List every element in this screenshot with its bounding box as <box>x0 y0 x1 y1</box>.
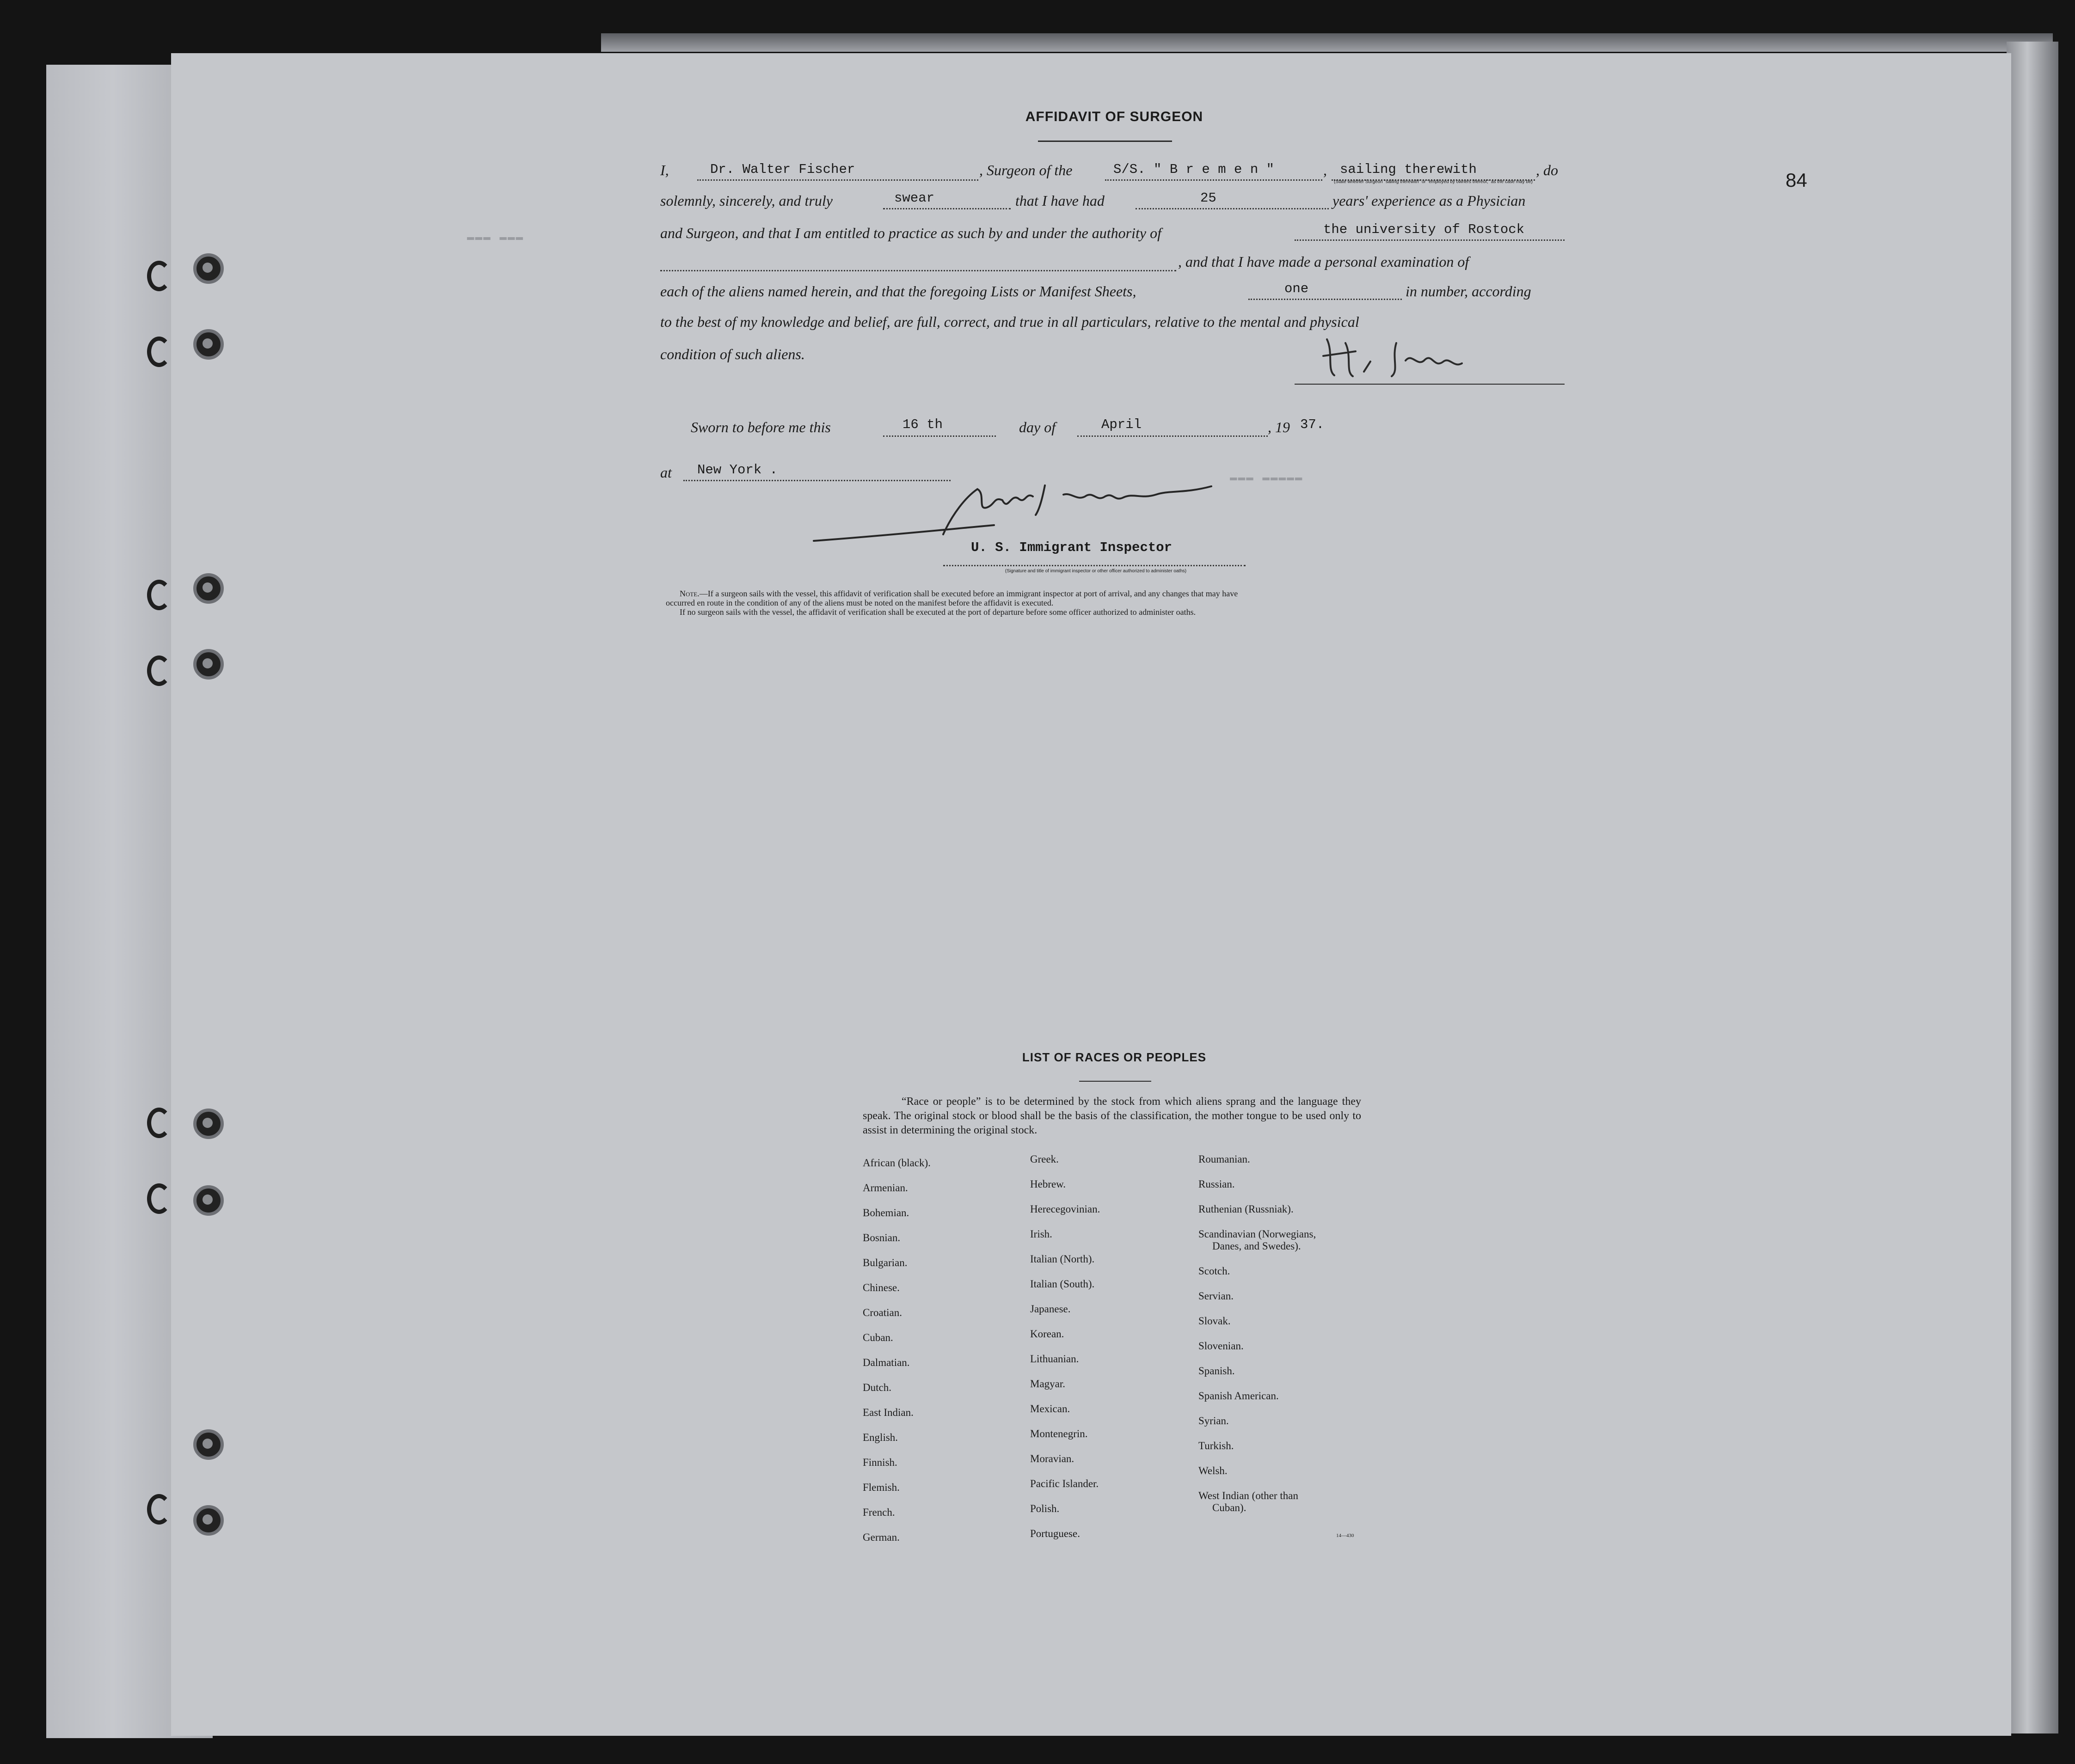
race-entry: Danes, and Swedes). <box>1212 1240 1301 1252</box>
affidavit-title: AFFIDAVIT OF SURGEON <box>1025 109 1203 124</box>
race-entry: Italian (South). <box>1030 1278 1095 1290</box>
race-entry: Moravian. <box>1030 1453 1074 1464</box>
affidavit-text: years' experience as a Physician <box>1332 192 1526 209</box>
race-entry: Dutch. <box>863 1382 891 1393</box>
race-entry: Slovak. <box>1198 1315 1231 1327</box>
race-entry: Armenian. <box>863 1182 908 1194</box>
race-entry: Cuban. <box>863 1332 893 1343</box>
show-through-mark: ▬▬▬ ▬▬▬ <box>467 230 524 244</box>
race-entry: Montenegrin. <box>1030 1428 1088 1439</box>
form-number: 14—430 <box>1336 1533 1354 1538</box>
race-entry: Korean. <box>1030 1328 1064 1340</box>
sworn-day-field: 16 th <box>902 417 943 432</box>
race-entry: Syrian. <box>1198 1415 1229 1427</box>
field-line <box>943 565 1246 566</box>
note-line: If no surgeon sails with the vessel, the affidavit of verification shall be executed at the port of departure before some officer authorized to administer oaths. <box>680 607 1196 617</box>
affidavit-text: , Surgeon of the <box>979 162 1073 178</box>
show-through-mark: ▬▬▬ ▬▬▬▬▬ <box>1230 471 1303 484</box>
race-entry: Bosnian. <box>863 1232 901 1243</box>
note-lead: Note. <box>680 589 700 598</box>
race-entry: Chinese. <box>863 1282 900 1293</box>
race-entry: Bulgarian. <box>863 1257 908 1268</box>
surgeon-signature <box>1313 329 1507 389</box>
right-page-edge <box>2007 42 2058 1733</box>
race-entry: Herecegovinian. <box>1030 1203 1100 1215</box>
field-line <box>1077 435 1268 437</box>
race-entry: Finnish. <box>863 1457 897 1468</box>
oath-field: swear <box>894 190 935 206</box>
race-entry: Welsh. <box>1198 1465 1228 1476</box>
punch-hole <box>193 253 224 284</box>
race-entry: Mexican. <box>1030 1403 1070 1415</box>
sworn-year-field: 37. <box>1300 417 1325 432</box>
affidavit-text: condition of such aliens. <box>660 346 805 362</box>
sailing-status-caption: (State whether Surgeon "sailing therewith" or "employed by owners thereof," as the case may be) <box>1334 179 1533 184</box>
races-title-underline <box>1079 1081 1151 1082</box>
binder-ring <box>147 337 171 367</box>
sworn-text: Sworn to before me this <box>691 419 831 435</box>
authority-field: the university of Rostock <box>1323 222 1525 237</box>
race-entry: Greek. <box>1030 1153 1059 1165</box>
race-entry: Scotch. <box>1198 1265 1230 1277</box>
race-entry: Japanese. <box>1030 1303 1071 1315</box>
sworn-text: day of <box>1019 419 1056 435</box>
surgeon-signature-line <box>1295 384 1565 385</box>
affidavit-text: in number, according <box>1406 283 1531 300</box>
binder-ring <box>147 1183 171 1214</box>
affidavit-text: , <box>1323 162 1327 178</box>
race-entry: Polish. <box>1030 1503 1060 1514</box>
punch-hole <box>193 649 224 680</box>
binder-ring <box>147 580 171 610</box>
binder-ring <box>147 1494 171 1525</box>
race-entry: Roumanian. <box>1198 1153 1250 1165</box>
race-entry: English. <box>863 1432 898 1443</box>
race-entry: French. <box>863 1507 895 1518</box>
race-entry: Croatian. <box>863 1307 902 1318</box>
note-text: —If a surgeon sails with the vessel, this affidavit of verification shall be executed before an immigrant inspector at port of arrival, and any changes that may have <box>699 589 1238 598</box>
races-intro: “Race or people” is to be determined by the stock from which aliens sprang and the language they speak. The original stock or blood shall be the basis of the classification, the mother tongue to be used only to assist in determining the original stock. <box>863 1096 1361 1136</box>
race-entry: Russian. <box>1198 1178 1235 1190</box>
years-experience-field: 25 <box>1200 190 1216 206</box>
field-line <box>697 179 978 181</box>
race-entry: Pacific Islander. <box>1030 1478 1099 1489</box>
ship-name-field: S/S. " B r e m e n " <box>1113 162 1275 177</box>
sworn-month-field: April <box>1101 417 1142 432</box>
punch-hole <box>193 1185 224 1216</box>
affidavit-text: I, <box>660 162 669 178</box>
race-entry: African (black). <box>863 1157 931 1169</box>
race-entry: Scandinavian (Norwegians, <box>1198 1228 1316 1240</box>
affidavit-text: each of the aliens named herein, and that the foregoing Lists or Manifest Sheets, <box>660 283 1136 300</box>
field-line <box>1105 179 1322 181</box>
punch-hole <box>193 1429 224 1460</box>
page-number: 84 <box>1786 169 1807 191</box>
race-entry: Italian (North). <box>1030 1253 1095 1265</box>
surgeon-name-field: Dr. Walter Fischer <box>710 162 855 177</box>
affidavit-text: to the best of my knowledge and belief, are full, correct, and true in all particulars, relative to the mental and physical <box>660 313 1359 330</box>
races-title: LIST OF RACES OR PEOPLES <box>1022 1050 1207 1064</box>
race-entry: Cuban). <box>1212 1502 1246 1513</box>
field-line <box>660 270 1176 271</box>
race-entry: Spanish American. <box>1198 1390 1279 1402</box>
race-entry: Magyar. <box>1030 1378 1066 1390</box>
race-entry: Slovenian. <box>1198 1340 1244 1352</box>
punch-hole <box>193 329 224 360</box>
race-entry: Hebrew. <box>1030 1178 1066 1190</box>
sworn-place-field: New York . <box>697 462 778 478</box>
affidavit-text: , and that I have made a personal examination of <box>1178 253 1469 270</box>
sworn-text: at <box>660 464 672 481</box>
race-entry: Servian. <box>1198 1290 1234 1302</box>
title-underline <box>1038 141 1172 142</box>
affidavit-text: , do <box>1536 162 1558 178</box>
binder-ring <box>147 261 171 291</box>
sheet-count-field: one <box>1284 281 1309 296</box>
inspector-title: U. S. Immigrant Inspector <box>971 540 1173 555</box>
race-entry: Portuguese. <box>1030 1528 1080 1539</box>
sailing-status-field: sailing therewith <box>1340 162 1477 177</box>
binder-ring <box>147 655 171 686</box>
race-entry: German. <box>863 1531 900 1543</box>
inspector-caption: (Signature and title of immigrant inspector or other officer authorized to administer oaths) <box>1005 569 1187 574</box>
note-line <box>680 589 1572 598</box>
race-entry: West Indian (other than <box>1198 1490 1298 1501</box>
affidavit-text: that I have had <box>1015 192 1105 209</box>
race-entry: Irish. <box>1030 1228 1052 1240</box>
field-line <box>1295 239 1565 241</box>
punch-hole <box>193 1505 224 1536</box>
race-entry: Bohemian. <box>863 1207 909 1219</box>
field-line <box>883 435 996 437</box>
binder-ring <box>147 1108 171 1138</box>
field-line <box>1136 208 1329 209</box>
punch-hole <box>193 1109 224 1139</box>
sworn-text: , 19 <box>1268 419 1290 435</box>
affidavit-text: and Surgeon, and that I am entitled to practice as such by and under the authority of <box>660 225 1161 241</box>
race-entry: Ruthenian (Russniak). <box>1198 1203 1294 1215</box>
field-line <box>883 208 1011 209</box>
race-entry: Spanish. <box>1198 1365 1235 1377</box>
race-entry: Flemish. <box>863 1482 900 1493</box>
underlying-page-edge <box>601 33 2053 52</box>
race-entry: East Indian. <box>863 1407 914 1418</box>
punch-hole <box>193 573 224 604</box>
race-entry: Dalmatian. <box>863 1357 910 1368</box>
note-line: occurred en route in the condition of any of the aliens must be noted on the manifest before the affidavit is executed. <box>666 598 1054 607</box>
inspector-signature <box>804 475 1239 549</box>
race-entry: Turkish. <box>1198 1440 1234 1452</box>
affidavit-text: solemnly, sincerely, and truly <box>660 192 833 209</box>
race-entry: Lithuanian. <box>1030 1353 1079 1365</box>
field-line <box>1248 299 1402 300</box>
